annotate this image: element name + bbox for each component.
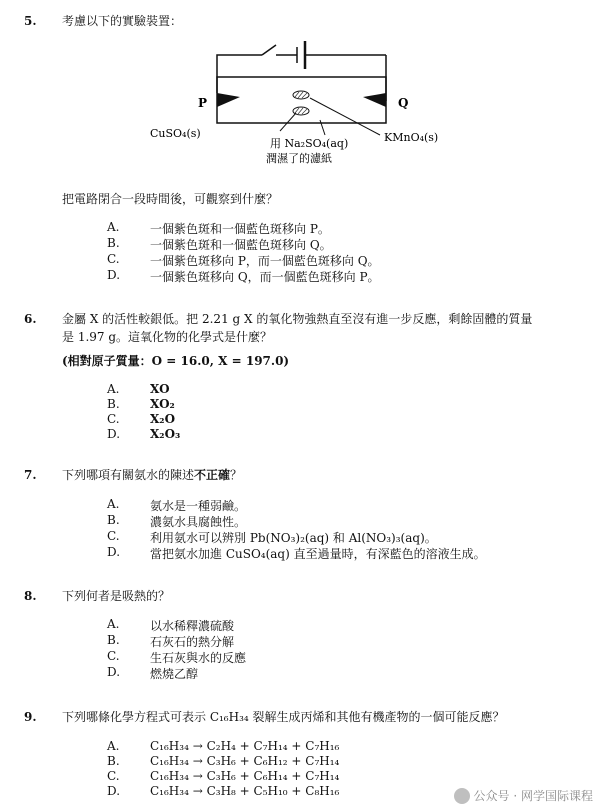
- electrode-p: [217, 93, 240, 107]
- q8-option-letter: C.: [107, 649, 120, 663]
- question-7-stem-pre: 下列哪項有關氨水的陳述: [62, 468, 195, 482]
- q5-option-letter: C.: [107, 252, 120, 266]
- question-7-stem-post: ？: [230, 468, 243, 482]
- q6-option-text: X₂O: [150, 412, 176, 426]
- electrolysis-diagram: [140, 35, 470, 175]
- q5-option-letter: D.: [107, 268, 121, 282]
- q6-option-letter: B.: [107, 397, 120, 411]
- q5-option-letter: A.: [107, 220, 120, 234]
- label-cuso4: CuSO₄(s): [150, 127, 201, 140]
- q7-option-text: 濃氨水具腐蝕性。: [150, 515, 247, 529]
- question-9-stem: 下列哪條化學方程式可表示 C₁₆H₃₄ 裂解生成丙烯和其他有機產物的一個可能反應？: [62, 710, 505, 724]
- q8-option-text: 生石灰與水的反應: [150, 651, 247, 665]
- question-6-note: (相對原子質量：O = 16.0, X = 197.0): [62, 354, 290, 368]
- watermark: [454, 787, 593, 804]
- q6-option-text: XO: [150, 382, 170, 396]
- q6-option-letter: A.: [107, 382, 120, 396]
- q5-option-text: 一個紫色斑和一個藍色斑移向 Q。: [150, 238, 332, 252]
- q8-option-text: 石灰石的熱分解: [150, 635, 235, 649]
- q6-option-text: X₂O₃: [150, 427, 181, 441]
- q7-option-letter: D.: [107, 545, 121, 559]
- q9-option-text: C₁₆H₃₄ → C₃H₆ + C₆H₁₄ + C₇H₁₄: [150, 769, 340, 783]
- question-7-stem: [62, 466, 242, 484]
- q8-option-letter: B.: [107, 633, 120, 647]
- q6-option-letter: D.: [107, 427, 121, 441]
- q9-option-letter: C.: [107, 769, 120, 783]
- question-8-number: 8.: [24, 589, 37, 603]
- q9-option-letter: A.: [107, 739, 120, 753]
- question-5-stem: 考慮以下的實驗裝置：: [62, 14, 183, 28]
- question-5-prompt: 把電路閉合一段時間後，可觀察到什麼？: [62, 192, 279, 206]
- q7-option-letter: A.: [107, 497, 120, 511]
- q5-option-text: 一個紫色斑和一個藍色斑移向 P。: [150, 222, 330, 236]
- q5-option-text: 一個紫色斑移向 Q，而一個藍色斑移向 P。: [150, 270, 380, 284]
- question-6-stem-line1: 金屬 X 的活性較銀低。把 2.21 g X 的氧化物強熱直至沒有進一步反應，剩餘固體的質量: [62, 312, 533, 326]
- q7-option-letter: C.: [107, 529, 120, 543]
- q7-option-text: 氨水是一種弱鹼。: [150, 499, 247, 513]
- label-kmno4: KMnO₄(s): [384, 131, 439, 144]
- q9-option-letter: B.: [107, 754, 120, 768]
- q8-option-letter: D.: [107, 665, 121, 679]
- question-6-number: 6.: [24, 312, 37, 326]
- q8-option-text: 燃燒乙醇: [150, 667, 199, 681]
- q7-option-text: 當把氨水加進 CuSO₄(aq) 直至過量時，有深藍色的溶液生成。: [150, 547, 486, 561]
- question-9-number: 9.: [24, 710, 37, 724]
- q6-option-text: XO₂: [150, 397, 175, 411]
- electrode-q: [363, 93, 386, 107]
- label-q: Q: [398, 96, 409, 110]
- q9-option-text: C₁₆H₃₄ → C₂H₄ + C₇H₁₄ + C₇H₁₆: [150, 739, 340, 753]
- q8-option-text: 以水稀釋濃硫酸: [150, 619, 235, 633]
- q9-option-text: C₁₆H₃₄ → C₃H₈ + C₅H₁₀ + C₈H₁₆: [150, 784, 340, 798]
- q5-option-letter: B.: [107, 236, 120, 250]
- q7-option-letter: B.: [107, 513, 120, 527]
- question-7-stem-bold: 不正確: [194, 468, 231, 482]
- q8-option-letter: A.: [107, 617, 120, 631]
- label-p: P: [198, 96, 208, 110]
- question-5-number: 5.: [24, 14, 37, 28]
- watermark-text: 公众号 · 网学国际课程: [473, 789, 593, 803]
- question-6-stem-line2: 是 1.97 g。這氧化物的化學式是什麼？: [62, 330, 273, 344]
- question-7-number: 7.: [24, 468, 37, 482]
- q6-option-letter: C.: [107, 412, 120, 426]
- q7-option-text: 利用氨水可以辨別 Pb(NO₃)₂(aq) 和 Al(NO₃)₃(aq)。: [150, 531, 437, 545]
- label-paper-line1: 用 Na₂SO₄(aq): [270, 137, 349, 150]
- q9-option-letter: D.: [107, 784, 121, 798]
- q5-option-text: 一個紫色斑移向 P，而一個藍色斑移向 Q。: [150, 254, 380, 268]
- question-8-stem: 下列何者是吸熱的？: [62, 589, 171, 603]
- wechat-icon: [454, 788, 470, 804]
- q9-option-text: C₁₆H₃₄ → C₃H₆ + C₆H₁₂ + C₇H₁₄: [150, 754, 340, 768]
- label-paper-line2: 潤濕了的濾紙: [266, 152, 332, 165]
